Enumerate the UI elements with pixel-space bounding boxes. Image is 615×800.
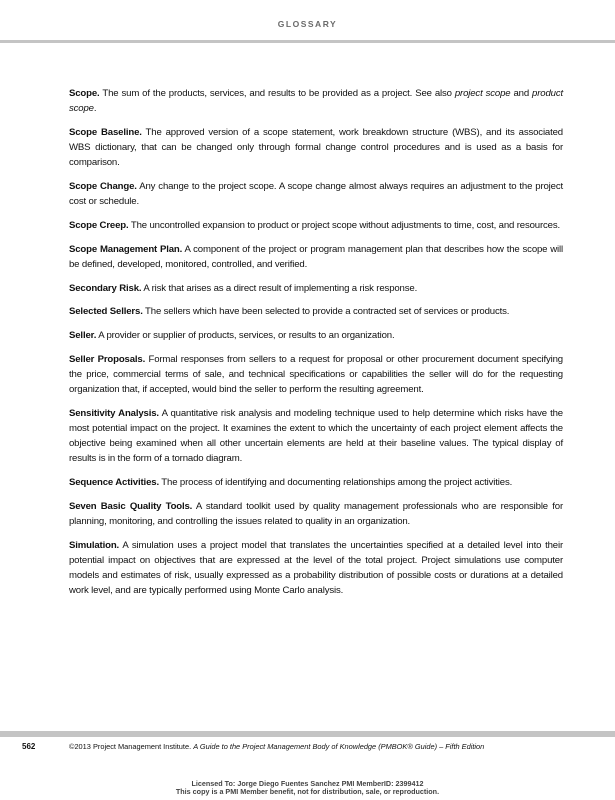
glossary-term: Scope Management Plan. — [69, 243, 183, 255]
glossary-entry — [69, 179, 563, 209]
definition-text: A simulation uses a project model that translates the uncertainties specified at a detailed level into their potential impact on objectives that are expressed at the level of the total project. Project simulations use computer models and estimates of risk, usually expressed as a probability distribution of possible costs or durations at a detailed work level, and are typically performed using Monte Carlo analysis. — [69, 539, 563, 597]
glossary-term: Secondary Risk. — [69, 282, 142, 294]
glossary-entry — [69, 538, 563, 599]
header-title: GLOSSARY — [277, 19, 338, 29]
glossary-entry — [69, 406, 563, 467]
page-number: 562 — [22, 742, 36, 751]
glossary-term: Seller Proposals. — [69, 353, 146, 365]
definition-text: A provider or supplier of products, services, or results to an organization. — [96, 329, 395, 341]
glossary-term: Scope Creep. — [69, 219, 129, 231]
definition-text: Any change to the project scope. A scope change almost always requires an adjustment to the project cost or schedule. — [69, 181, 564, 208]
glossary-entry — [69, 86, 563, 116]
glossary-entry — [69, 281, 563, 296]
definition-text: The uncontrolled expansion to product or project scope without adjustments to time, cost, and resources. — [128, 219, 561, 231]
copyright-line — [69, 742, 484, 751]
glossary-term: Sensitivity Analysis. — [69, 407, 159, 419]
glossary-entry — [69, 499, 563, 529]
definition-text: . — [93, 103, 97, 115]
copyright-book-title: A Guide to the Project Management Body of Knowledge (PMBOK® Guide) – Fifth Edition — [193, 742, 485, 751]
definition-text: A quantitative risk analysis and modeling technique used to help determine which risks have the most potential impact on the project. It examines the extent to which the uncertainty of each project element affects the objective being examined when all other uncertain elements are held at their baseline values. The typical display of results is in the form of a tornado diagram. — [69, 407, 563, 465]
glossary-entry — [69, 304, 563, 319]
definition-text: The sellers which have been selected to provide a contracted set of services or products. — [142, 306, 510, 318]
glossary-entry — [69, 352, 563, 398]
page-header — [0, 0, 615, 43]
definition-text: A risk that arises as a direct result of implementing a risk response. — [141, 282, 418, 294]
definition-text: A standard toolkit used by quality management professionals who are responsible for planning, monitoring, and controlling the issues related to quality in an organization. — [69, 500, 563, 527]
license-line-1: Licensed To: Jorge Diego Fuentes Sanchez PMI MemberID: 2399412 — [191, 779, 424, 788]
glossary-term: Scope Baseline. — [69, 126, 142, 138]
glossary-entries — [69, 86, 563, 607]
copyright-prefix: ©2013 Project Management Institute. — [69, 742, 194, 751]
definition-text: Formal responses from sellers to a request for proposal or other procurement document specifying the price, commercial terms of sale, and technical specifications or capabilities the seller will do for the requesting organization that, if accepted, would bind the seller to perform the resulting agreement. — [69, 353, 563, 396]
glossary-entry — [69, 475, 563, 490]
glossary-term: Scope. — [69, 88, 100, 99]
glossary-entry — [69, 125, 563, 171]
glossary-term: Seller. — [69, 329, 97, 341]
glossary-entry — [69, 242, 563, 272]
cross-reference: project scope — [454, 88, 511, 99]
glossary-term: Selected Sellers. — [69, 306, 143, 318]
glossary-term: Simulation. — [69, 539, 120, 551]
license-line-2: This copy is a PMI Member benefit, not for distribution, sale, or reproduction. — [175, 787, 440, 796]
definition-text: The process of identifying and documenting relationships among the project activities. — [158, 477, 513, 489]
glossary-term: Seven Basic Quality Tools. — [69, 500, 193, 512]
cross-reference: product scope — [69, 88, 563, 115]
glossary-term: Sequence Activities. — [69, 477, 159, 489]
glossary-entry — [69, 328, 563, 343]
footer-rule — [0, 731, 615, 737]
glossary-entry — [69, 218, 563, 233]
definition-text: The sum of the products, services, and results to be provided as a project. See also — [99, 88, 455, 99]
definition-text: A component of the project or program management plan that describes how the scope will be defined, developed, monitored, controlled, and verified. — [69, 243, 563, 270]
definition-text: The approved version of a scope statement, work breakdown structure (WBS), and its associated WBS dictionary, that can be changed only through formal change control procedures and is used as a basis for comparison. — [69, 126, 563, 169]
definition-text: and — [510, 88, 533, 99]
glossary-term: Scope Change. — [69, 181, 137, 193]
